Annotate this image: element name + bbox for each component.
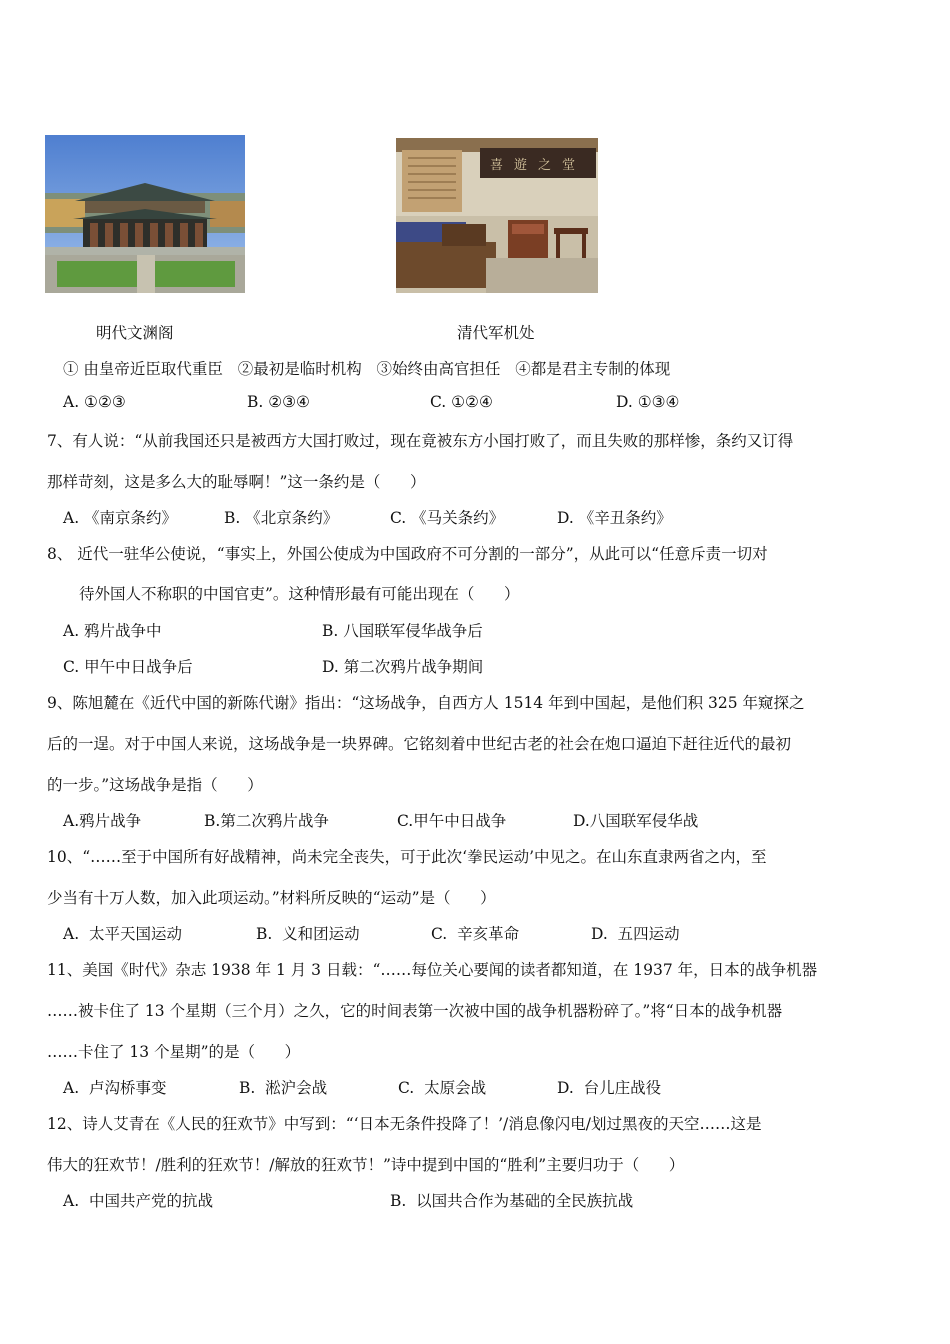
q11-option-b: B. 淞沪会战 xyxy=(239,1079,328,1097)
q8-text-line2: 待外国人不称职的中国官吏”。这种情形最有可能出现在（ ） xyxy=(79,585,520,603)
q10-option-b: B. 义和团运动 xyxy=(256,925,360,943)
q10-option-d: D. 五四运动 xyxy=(591,925,680,943)
q6-option-d: D. ①③④ xyxy=(616,393,680,411)
q7-option-c: C. 《马关条约》 xyxy=(390,509,505,527)
q11-text-line1: 11、美国《时代》杂志 1938 年 1 月 3 日载：“……每位关心要闻的读者都知道，在 1937 年，日本的战争机器 xyxy=(47,961,818,979)
q7-option-a: A. 《南京条约》 xyxy=(63,509,178,527)
q6-statements: ① 由皇帝近臣取代重臣 ②最初是临时机构 ③始终由高官担任 ④都是君主专制的体现 xyxy=(63,360,671,378)
q7-option-b: B. 《北京条约》 xyxy=(224,509,339,527)
svg-text:喜: 喜 xyxy=(490,158,504,173)
q12-text-line2: 伟大的狂欢节！/胜利的狂欢节！/解放的狂欢节！”诗中提到中国的“胜利”主要归功于（ ） xyxy=(47,1156,685,1174)
q10-text-line1: 10、“……至于中国所有好战精神，尚未完全丧失，可于此次‘拳民运动’中见之。在山东直隶两省之内，至 xyxy=(47,848,767,866)
q7-text-line1: 7、有人说：“从前我国还只是被西方大国打败过，现在竟被东方小国打败了，而且失败的那样惨，条约又订得 xyxy=(47,432,794,450)
svg-text:之: 之 xyxy=(538,158,552,173)
q8-option-b: B. 八国联军侵华战争后 xyxy=(322,622,483,640)
q11-option-c: C. 太原会战 xyxy=(398,1079,487,1097)
q8-option-a: A. 鸦片战争中 xyxy=(63,622,162,640)
figure-caption-right: 清代军机处 xyxy=(457,324,535,342)
wenyuan-pavilion-photo xyxy=(45,135,245,293)
q10-text-line2: 少当有十万人数，加入此项运动。”材料所反映的“运动”是（ ） xyxy=(47,889,496,907)
q9-option-c: C.甲午中日战争 xyxy=(397,812,507,830)
q12-option-a: A. 中国共产党的抗战 xyxy=(63,1192,213,1210)
q9-option-b: B.第二次鸦片战争 xyxy=(204,812,329,830)
q10-option-c: C. 辛亥革命 xyxy=(431,925,520,943)
q8-option-c: C. 甲午中日战争后 xyxy=(63,658,193,676)
q9-text-line2: 后的一逞。对于中国人来说，这场战争是一块界碑。它铭刻着中世纪古老的社会在炮口逼迫下赶往近代的最初 xyxy=(47,735,792,753)
svg-text:堂: 堂 xyxy=(562,158,576,173)
figure-caption-left: 明代文渊阁 xyxy=(96,324,174,342)
q11-text-line3: ……卡住了 13 个星期”的是（ ） xyxy=(47,1043,301,1061)
q9-text-line3: 的一步。”这场战争是指（ ） xyxy=(47,776,263,794)
q11-text-line2: ……被卡住了 13 个星期（三个月）之久，它的时间表第一次被中国的战争机器粉碎了。”将“日本的战争机器 xyxy=(47,1002,783,1020)
q8-text-line1: 8、 近代一驻华公使说，“事实上，外国公使成为中国政府不可分割的一部分”，从此可以“任意斥责一切对 xyxy=(47,545,768,563)
q12-option-b: B. 以国共合作为基础的全民族抗战 xyxy=(390,1192,634,1210)
q10-option-a: A. 太平天国运动 xyxy=(63,925,182,943)
q12-text-line1: 12、诗人艾青在《人民的狂欢节》中写到：“‘日本无条件投降了！’/消息像闪电/划过黑夜的天空……这是 xyxy=(47,1115,762,1133)
grand-council-photo xyxy=(396,138,598,293)
svg-text:遊: 遊 xyxy=(514,158,528,173)
q9-text-line1: 9、陈旭麓在《近代中国的新陈代谢》指出：“这场战争，自西方人 1514 年到中国起，是他们积 325 年窥探之 xyxy=(47,694,805,712)
q6-option-b: B. ②③④ xyxy=(247,393,310,411)
q6-option-a: A. ①②③ xyxy=(63,393,126,411)
q8-option-d: D. 第二次鸦片战争期间 xyxy=(322,658,484,676)
q11-option-a: A. 卢沟桥事变 xyxy=(63,1079,167,1097)
q11-option-d: D. 台儿庄战役 xyxy=(557,1079,662,1097)
q7-text-line2: 那样苛刻，这是多么大的耻辱啊！”这一条约是（ ） xyxy=(47,473,426,491)
q7-option-d: D. 《辛丑条约》 xyxy=(557,509,672,527)
q9-option-a: A.鸦片战争 xyxy=(63,812,142,830)
q6-option-c: C. ①②④ xyxy=(430,393,493,411)
q9-option-d: D.八国联军侵华战 xyxy=(573,812,699,830)
